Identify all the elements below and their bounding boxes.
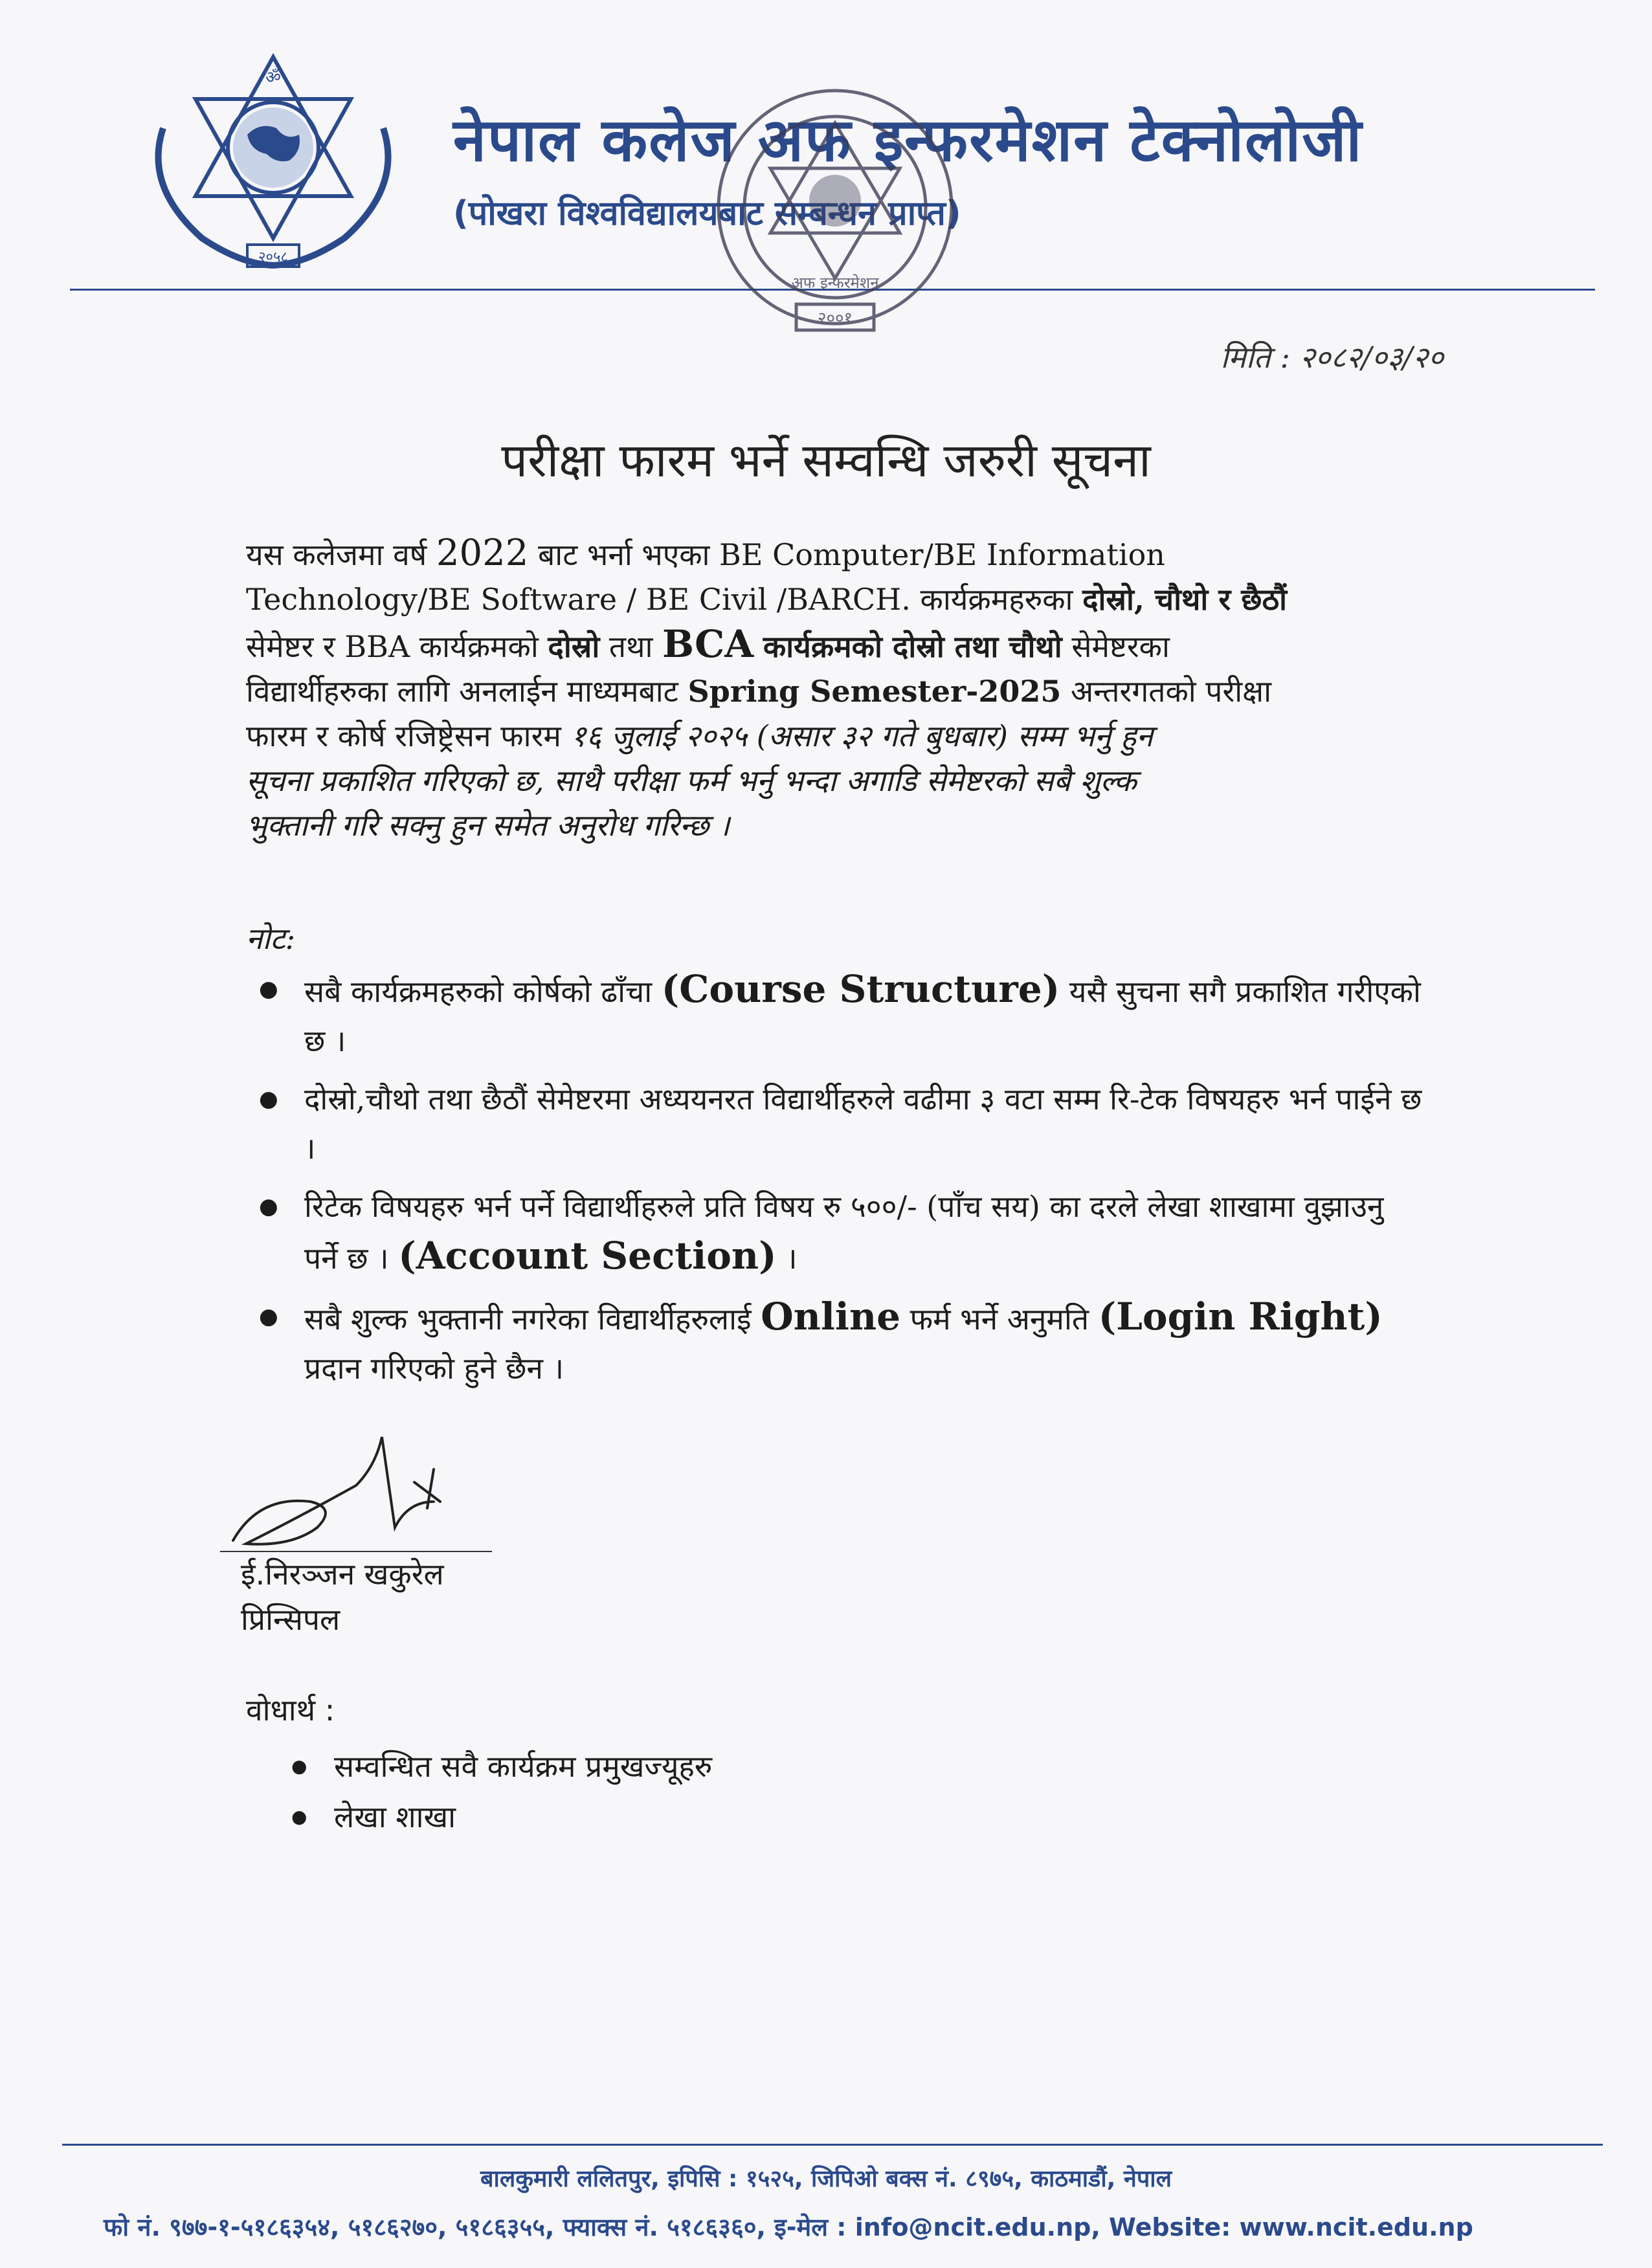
note-item: ● सबै शुल्क भुक्तानी नगरेका विद्यार्थीहरुलाई Online फर्म भर्ने अनुमति (Login Right) प्रदान गरिएको हुने छैन । (246, 1292, 1424, 1393)
footer-contact: फो नं. ९७७-१-५१८६३५४, ५१८६२७०, ५१८६३५५, फ्याक्स नं. ५१८६३६०, इ-मेल : info@ncit.edu.np, Website: www.ncit.edu.np (104, 2213, 1473, 2241)
body-line-4: विद्यार्थीहरुका लागि अनलाईन माध्यमबाट Spring Semester-2025 अन्तरगतको परीक्षा (246, 674, 1272, 709)
svg-text:२००१: २००१ (817, 309, 853, 328)
body-line-6: सूचना प्रकाशित गरिएको छ, साथै परीक्षा फर्म भर्नु भन्दा अगाडि सेमेष्टरको सबै शुल्क (246, 763, 1137, 798)
footer-divider (62, 2144, 1603, 2146)
official-stamp (699, 84, 971, 343)
cc-item: ● लेखा शाखा (285, 1792, 712, 1842)
signatory-title: प्रिन्सिपल (241, 1602, 340, 1637)
body-line-7: भुक्तानी गरि सक्नु हुन समेत अनुरोध गरिन्छ । (246, 808, 730, 843)
college-affiliation: (पोखरा विश्वविद्यालयबाट सम्बन्धन प्राप्त) (453, 194, 961, 233)
body-line-5: फारम र कोर्ष रजिष्ट्रेसन फारम १६ जुलाई २०२५ (असार ३२ गते बुधबार) सम्म भर्नु हुन (246, 718, 1154, 753)
notes-list (246, 964, 1424, 1402)
cc-item: ● सम्वन्धित सवै कार्यक्रम प्रमुखज्यूहरु (285, 1741, 712, 1792)
notice-title: परीक्षा फारम भर्ने सम्वन्धि जरुरी सूचना (501, 433, 1151, 487)
note-label: नोट: (246, 921, 296, 956)
cc-label: वोधार्थ : (246, 1693, 335, 1728)
note-item: ● दोस्रो,चौथो तथा छैठौं सेमेष्टरमा अध्ययनरत विद्यार्थीहरुले वढीमा ३ वटा सम्म रि-टेक विषयहरु भर्न पाईने छ । (246, 1074, 1424, 1173)
body-line-3: सेमेष्टर र BBA कार्यक्रमको दोस्रो तथा BCA कार्यक्रमको दोस्रो तथा चौथो सेमेष्टरका (246, 622, 1170, 666)
note-item: ● रिटेक विषयहरु भर्न पर्ने विद्यार्थीहरुले प्रति विषय रु ५००/- (पाँच सय) का दरले लेखा शाखामा वुझाउनु पर्ने छ । (Account Section) । (246, 1182, 1424, 1283)
body-line-2: Technology/BE Software / BE Civil /BARCH. कार्यक्रमहरुका दोस्रो, चौथो र छैठौं (246, 582, 1288, 617)
notice-date: मिति : २०८२/०३/२० (1220, 340, 1444, 375)
college-logo (137, 50, 409, 284)
svg-text:ॐ: ॐ (265, 68, 281, 87)
svg-text:अफ इन्फरमेशन: अफ इन्फरमेशन (791, 274, 879, 292)
college-name: नेपाल कलेज अफ इन्फरमेशन टेक्नोलोजी (453, 106, 1363, 175)
body-line-1: यस कलेजमा वर्ष 2022 बाट भर्ना भएका BE Computer/BE Information (246, 532, 1165, 574)
signature-line (220, 1551, 492, 1552)
notice-body (246, 531, 1424, 848)
note-item: ● सबै कार्यक्रमहरुको कोर्षको ढाँचा (Course Structure) यसै सुचना सगै प्रकाशित गरीएको छ । (246, 964, 1424, 1065)
signatory-name: ई.निरञ्जन खकुरेल (241, 1557, 444, 1592)
footer-address: बालकुमारी ललितपुर, इपिसि : १५२५, जिपिओ बक्स नं. ८९७५, काठमाडौं, नेपाल (480, 2166, 1172, 2192)
cc-list (285, 1741, 712, 1842)
principal-signature (220, 1411, 505, 1560)
svg-text:२०५८: २०५८ (258, 249, 288, 265)
